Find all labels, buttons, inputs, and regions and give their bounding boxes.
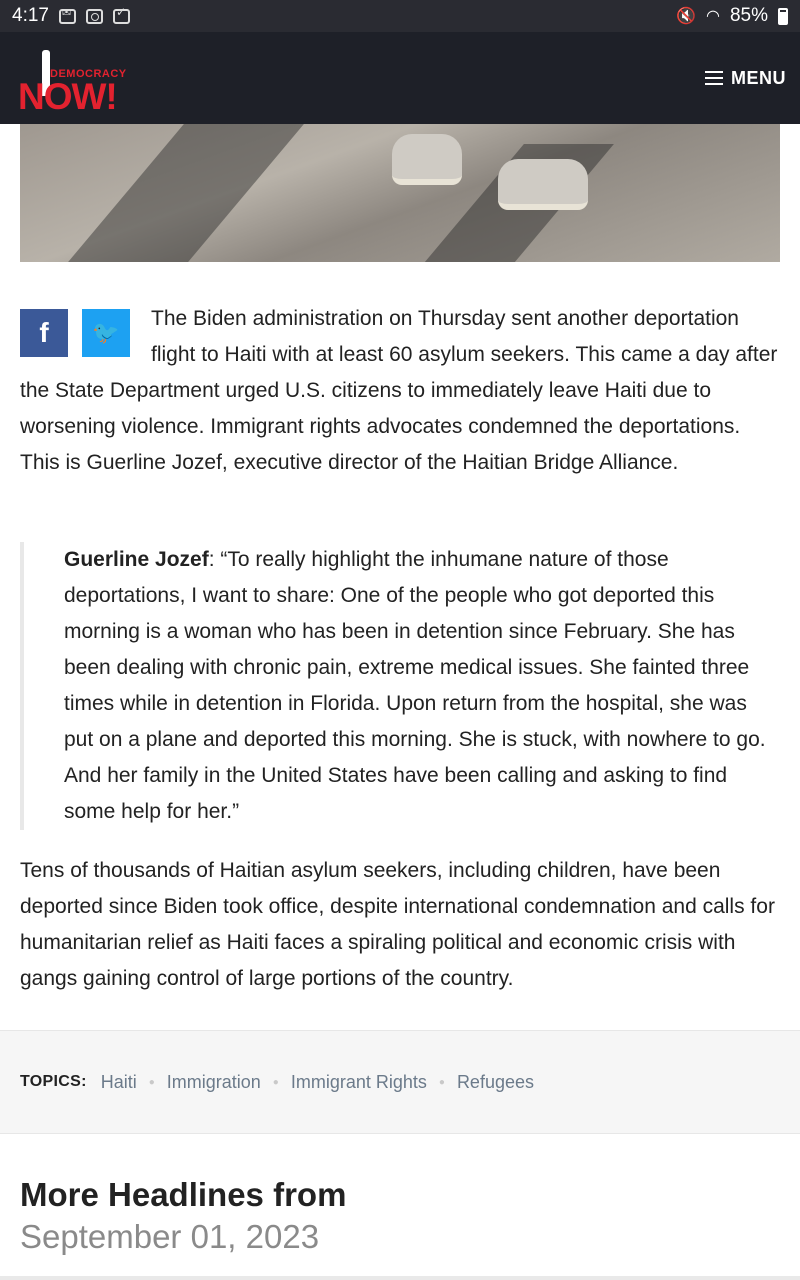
topics-label: TOPICS: bbox=[20, 1073, 87, 1090]
mail-icon bbox=[59, 9, 76, 24]
more-headlines-title: More Headlines from bbox=[20, 1176, 347, 1213]
menu-button[interactable] bbox=[705, 68, 786, 89]
separator-dot: ● bbox=[148, 1076, 155, 1088]
hamburger-icon bbox=[705, 71, 723, 85]
hero-image bbox=[20, 124, 780, 262]
shoe-right bbox=[498, 159, 588, 210]
topic-link-refugees[interactable]: Refugees bbox=[456, 1071, 534, 1092]
article-body bbox=[20, 301, 780, 481]
shoe-left bbox=[392, 134, 462, 185]
more-headlines-date[interactable]: September 01, 2023 bbox=[20, 1218, 320, 1255]
topic-link-immigrant-rights[interactable]: Immigrant Rights bbox=[290, 1071, 427, 1092]
battery-level: 85% bbox=[729, 5, 768, 26]
camera-icon bbox=[86, 9, 103, 24]
logo-main-text: NOW! bbox=[18, 76, 117, 117]
twitter-icon: 🐦 bbox=[92, 320, 120, 345]
quote-speaker: Guerline Jozef bbox=[64, 548, 209, 571]
mute-icon: 🔇 bbox=[676, 8, 696, 25]
topics-bar bbox=[0, 1030, 800, 1134]
status-bar bbox=[0, 0, 800, 32]
topic-link-haiti[interactable]: Haiti bbox=[100, 1071, 137, 1092]
check-icon bbox=[113, 9, 130, 24]
quote-text: : “To really highlight the inhumane nature of those deportations, I want to share: One of the people who got deported this morning is a woman who has been in detention since February. She has been dealing with chronic pain, extreme medical issues. She fainted three times while in detention in Florida. Upon return from the hospital, she was put on a plane and deported this morning. She is stuck, with nowhere to go. And her family in the United States have been calling and asking to find some help for her.” bbox=[64, 548, 766, 823]
more-headlines-section bbox=[20, 1174, 780, 1258]
logo-top-text: DEMOCRACY bbox=[50, 68, 127, 80]
site-header bbox=[0, 32, 800, 124]
facebook-icon: f bbox=[39, 317, 49, 348]
bottom-divider bbox=[0, 1276, 800, 1280]
site-logo[interactable] bbox=[18, 42, 130, 117]
separator-dot: ● bbox=[438, 1076, 445, 1088]
status-right bbox=[676, 5, 788, 27]
topic-link-immigration[interactable]: Immigration bbox=[166, 1071, 261, 1092]
article-closing: Tens of thousands of Haitian asylum seekers, including children, have been deported since Biden took office, despite international condemnation and calls for humanitarian relief as Haiti faces a spiraling political and economic crisis with gangs gaining control of large portions of the country. bbox=[20, 859, 775, 990]
article-intro: The Biden administration on Thursday sent another deportation flight to Haiti with at least 60 asylum seekers. This came a day after the State Department urged U.S. citizens to immediately leave Haiti due to worsening violence. Immigrant rights advocates condemned the deportations. This is Guerline Jozef, executive director of the Haitian Bridge Alliance. bbox=[20, 307, 778, 474]
status-left bbox=[12, 5, 130, 27]
wifi-icon: ◠ bbox=[706, 8, 720, 25]
blockquote bbox=[20, 542, 780, 830]
separator-dot: ● bbox=[272, 1076, 279, 1088]
clock: 4:17 bbox=[12, 5, 49, 26]
menu-label: MENU bbox=[731, 67, 786, 88]
battery-icon bbox=[778, 8, 788, 25]
